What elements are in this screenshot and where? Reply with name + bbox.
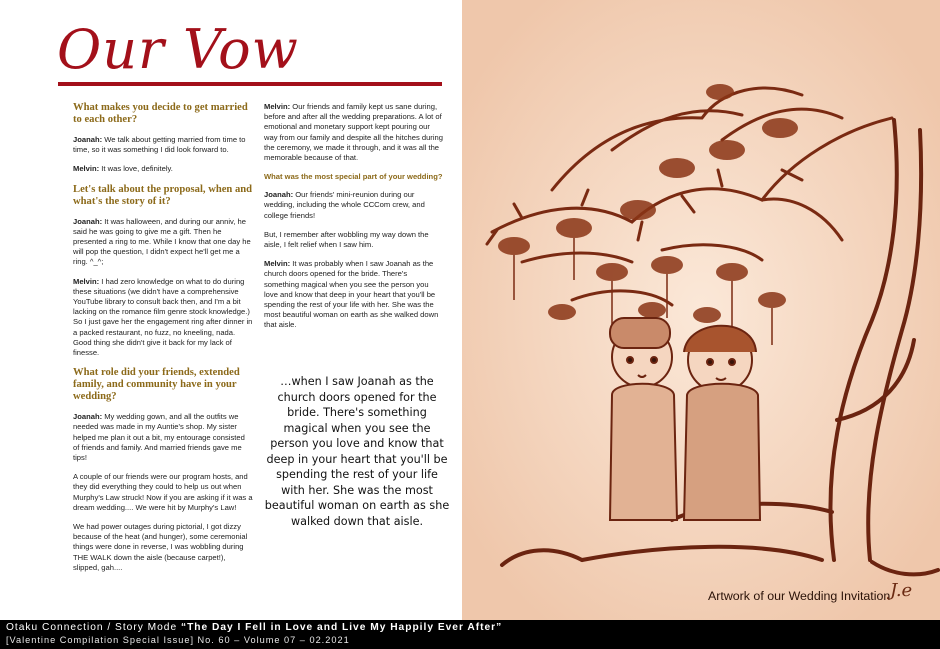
speaker-name: Joanah:	[264, 190, 294, 200]
answer-paragraph: But, I remember after wobbling my way down the aisle, I felt relief when I saw him.	[264, 229, 429, 250]
answer-text: Our friends and family kept us sane during, before and after all the wedding preparations. A lot of emotional and monetary support kept pouring our way from our family and despite all the hitches during the ceremony, we made it through, and it was all the memorable because of that.	[264, 102, 443, 163]
answer-paragraph	[73, 135, 253, 155]
artwork-caption: Artwork of our Wedding Invitation	[708, 589, 891, 603]
answer-paragraph	[264, 190, 444, 221]
left-page	[0, 0, 462, 620]
question-heading: What was the most special part of your wedding?	[264, 172, 443, 182]
speaker-name: Joanah:	[73, 216, 103, 226]
answer-text: It was probably when I saw Joanah as the church doors opened for the bride. There's something magical when you see the person you love and know that deep in your heart that you'll be spending the rest of your life with her. She was the most beautiful woman on earth as she walked down that aisle.	[264, 259, 439, 330]
pull-quote: …when I saw Joanah as the church doors opened for the bride. There's something magical when you see the person you love and know that deep in your heart that you'll be spending the rest of your life with her. She was the most beautiful woman on earth as she walked down that aisle.	[264, 375, 450, 528]
speaker-name: Melvin:	[73, 276, 100, 286]
footer-title-line	[6, 622, 502, 633]
answer-text: It was love, definitely.	[99, 164, 173, 174]
answer-text: We talk about getting married from time to time, so it was something I did look forward to.	[73, 135, 246, 155]
question-heading: Let's talk about the proposal, when and what's the story of it?	[73, 183, 253, 207]
answer-paragraph: We had power outages during pictorial, I got dizzy because of the heat (and hunger), some ceremonial things were done in reverse, I was wobbling during THE WALK down the aisle (because carpet!), slipped, gah....	[73, 522, 248, 572]
artwork-page	[462, 0, 940, 620]
text-column-2	[264, 102, 444, 340]
question-heading: What role did your friends, extended family, and community have in your wedding?	[73, 367, 240, 403]
speaker-name: Melvin:	[264, 102, 291, 111]
answer-text: My wedding gown, and all the outfits we needed was made in my Auntie's shop. My sister helped me plan it out a bit, my entourage consisted of friends and family. And married friends gave me tips!	[73, 412, 245, 463]
title-underline	[58, 82, 442, 86]
text-column-1	[73, 102, 253, 582]
footer-prefix: Otaku Connection / Story Mode	[6, 622, 181, 633]
footer-issue-line: [Valentine Compilation Special Issue] No. 60 – Volume 07 – 02.2021	[6, 635, 350, 645]
answer-paragraph	[73, 277, 253, 359]
magazine-footer	[0, 620, 940, 649]
speaker-name: Melvin:	[73, 164, 100, 174]
footer-story-title: “The Day I Fell in Love and Live My Happily Ever After”	[180, 622, 503, 633]
answer-paragraph	[73, 412, 253, 463]
speaker-name: Joanah:	[73, 412, 103, 422]
answer-text: I had zero knowledge on what to do during these situations (we didn't have a comprehensive YouTube library to consult back then, and I'm a bit lacking on the romance film genre stock knowledge.) So I just gave her the engagement ring after dinner in a packed restaurant, no fuzz, no kneeling, nada. Good thing she didn't give it back for my lack of finesse.	[73, 276, 253, 358]
answer-paragraph	[73, 164, 253, 174]
answer-paragraph	[73, 217, 253, 268]
speaker-name: Joanah:	[73, 135, 103, 144]
speaker-name: Melvin:	[264, 259, 291, 269]
answer-text: Our friends' mini-reunion during our wedding, including the whole CCCom crew, and college friends!	[264, 190, 425, 220]
page-title: Our Vow	[57, 18, 299, 81]
question-heading: What makes you decide to get married to each other?	[73, 102, 248, 125]
answer-paragraph	[264, 102, 444, 163]
answer-text: It was halloween, and during our anniv, he said he was going to give me a gift. Then he presented a ring to me. While I know that one day he will pop the question, I didn't expect he'll get me a ring. ^_^;	[73, 216, 251, 267]
answer-paragraph: A couple of our friends were our program hosts, and they did everything they could to help us out when Murphy's Law struck! Now if you are asking if it was a dream wedding.... We were hit by Murphy's Law!	[73, 472, 253, 512]
wedding-tree-illustration	[462, 0, 940, 620]
answer-paragraph	[264, 259, 444, 330]
artist-signature: J.e	[890, 580, 913, 601]
